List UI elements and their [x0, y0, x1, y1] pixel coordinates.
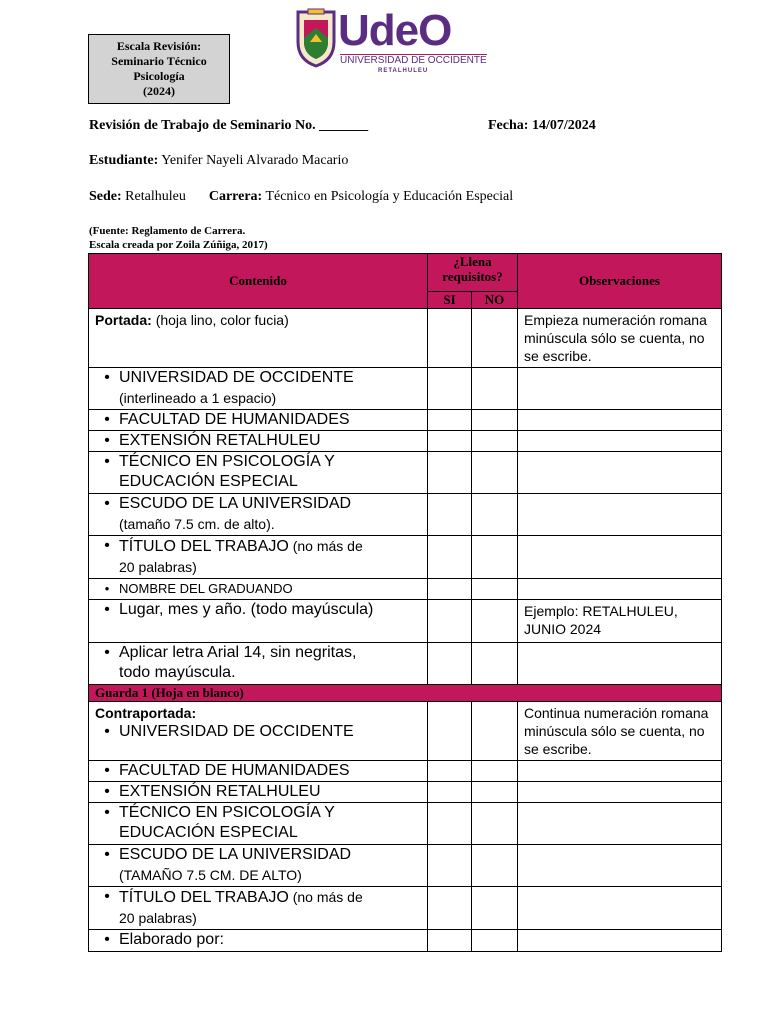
header-observaciones: Observaciones	[518, 254, 722, 309]
bullet: •	[104, 453, 110, 470]
table-row	[89, 761, 722, 782]
item-label: TÉCNICO EN PSICOLOGÍA Y EDUCACIÓN ESPECIAL	[119, 453, 335, 490]
bullet: •	[104, 581, 110, 596]
observation-cell[interactable]	[518, 494, 722, 536]
checkbox-no[interactable]	[472, 309, 518, 368]
checkbox-no[interactable]	[472, 431, 518, 452]
sede-label: Sede:	[89, 189, 122, 204]
bullet: •	[104, 537, 110, 554]
checkbox-si[interactable]	[428, 410, 472, 431]
checkbox-si[interactable]	[428, 600, 472, 643]
checkbox-no[interactable]	[472, 452, 518, 494]
contraportada-label: Contraportada:	[95, 705, 197, 721]
checkbox-no[interactable]	[472, 803, 518, 845]
table-row	[89, 845, 722, 887]
bullet: •	[104, 369, 110, 386]
student-label: Estudiante:	[89, 153, 159, 168]
observation-cell[interactable]	[518, 782, 722, 803]
checkbox-no[interactable]	[472, 494, 518, 536]
bullet: •	[104, 846, 110, 863]
source-line-1: (Fuente: Reglamento de Carrera.	[89, 225, 246, 237]
table-row	[89, 309, 722, 368]
checkbox-si[interactable]	[428, 452, 472, 494]
table-row	[89, 782, 722, 803]
checkbox-no[interactable]	[472, 702, 518, 761]
student-line	[89, 153, 348, 169]
item-label: EXTENSIÓN RETALHULEU	[119, 783, 321, 800]
guarda-label: Guarda 1 (Hoja en blanco)	[89, 685, 722, 702]
checkbox-no[interactable]	[472, 643, 518, 685]
logo-location: RETALHULEU	[378, 68, 429, 74]
item-label: FACULTAD DE HUMANIDADES	[119, 762, 350, 779]
item-label: FACULTAD DE HUMANIDADES	[119, 411, 350, 428]
table-row	[89, 930, 722, 952]
logo-wordmark: UdeO	[338, 6, 452, 55]
observation-cell: Ejemplo: RETALHULEU, JUNIO 2024	[518, 600, 722, 643]
item-label: Aplicar letra Arial 14, sin negritas, todo mayúscula.	[119, 644, 357, 681]
observation-cell: Continua numeración romana minúscula sólo se cuenta, no se escribe.	[518, 702, 722, 761]
observation-cell[interactable]	[518, 410, 722, 431]
observation-cell[interactable]	[518, 431, 722, 452]
bullet: •	[104, 804, 110, 821]
header-si: SI	[428, 292, 472, 309]
item-label: TÍTULO DEL TRABAJO	[119, 538, 289, 555]
header-no: NO	[472, 292, 518, 309]
observation-cell[interactable]	[518, 887, 722, 930]
bullet: •	[104, 495, 110, 512]
checkbox-si[interactable]	[428, 761, 472, 782]
scale-line-3: Psicología	[133, 69, 185, 83]
observation-cell[interactable]	[518, 452, 722, 494]
observation-cell[interactable]	[518, 368, 722, 410]
carrera-label: Carrera:	[208, 189, 263, 204]
checkbox-no[interactable]	[472, 410, 518, 431]
header-contenido: Contenido	[89, 254, 428, 309]
checkbox-si[interactable]	[428, 803, 472, 845]
observation-cell[interactable]	[518, 845, 722, 887]
checkbox-si[interactable]	[428, 782, 472, 803]
checkbox-no[interactable]	[472, 782, 518, 803]
checkbox-si[interactable]	[428, 579, 472, 600]
item-sub: (TAMAÑO 7.5 CM. DE ALTO)	[119, 867, 302, 883]
item-inline: (no más de 20 palabras)	[119, 538, 363, 575]
date-label: Fecha:	[488, 118, 529, 133]
date-line	[488, 118, 596, 134]
item-label: EXTENSIÓN RETALHULEU	[119, 432, 321, 449]
table-row	[89, 431, 722, 452]
scale-line-4: (2024)	[143, 84, 175, 98]
item-label: TÍTULO DEL TRABAJO	[119, 889, 289, 906]
checkbox-si[interactable]	[428, 887, 472, 930]
item-label: NOMBRE DEL GRADUANDO	[119, 581, 293, 596]
checkbox-si[interactable]	[428, 309, 472, 368]
bullet: •	[104, 888, 110, 905]
table-row	[89, 536, 722, 579]
sede-carrera-line	[89, 189, 513, 205]
table-row	[89, 494, 722, 536]
checkbox-si[interactable]	[428, 494, 472, 536]
table-row-guarda	[89, 685, 722, 702]
revision-line: Revisión de Trabajo de Seminario No. _______	[89, 118, 369, 133]
table-row	[89, 410, 722, 431]
portada-note: (hoja lino, color fucia)	[155, 312, 289, 328]
bullet: •	[104, 723, 110, 740]
table-row	[89, 452, 722, 494]
bullet: •	[104, 931, 110, 948]
table-row	[89, 803, 722, 845]
carrera-value: Técnico en Psicología y Educación Especial	[265, 189, 514, 204]
checkbox-no[interactable]	[472, 761, 518, 782]
item-label: Elaborado por:	[119, 931, 224, 948]
student-name: Yenifer Nayeli Alvarado Macario	[161, 153, 349, 168]
checkbox-no[interactable]	[472, 368, 518, 410]
observation-cell[interactable]	[518, 643, 722, 685]
table-row	[89, 579, 722, 600]
logo-subtitle: UNIVERSIDAD DE OCCIDENTE	[340, 55, 487, 66]
header-llena-requisitos: ¿Llena requisitos?	[428, 254, 518, 292]
scale-line-1: Escala Revisión:	[116, 39, 202, 53]
table-row	[89, 643, 722, 685]
checkbox-no[interactable]	[472, 930, 518, 952]
bullet: •	[104, 762, 110, 779]
table-row	[89, 887, 722, 930]
checkbox-si[interactable]	[428, 368, 472, 410]
bullet: •	[104, 432, 110, 449]
item-label: ESCUDO DE LA UNIVERSIDAD	[119, 846, 352, 863]
item-label: UNIVERSIDAD DE OCCIDENTE	[119, 369, 354, 386]
university-shield-icon	[296, 8, 336, 68]
item-sub: (interlineado a 1 espacio)	[119, 390, 277, 406]
source-note	[89, 224, 268, 252]
university-logo	[296, 6, 487, 74]
checkbox-no[interactable]	[472, 579, 518, 600]
checkbox-si[interactable]	[428, 431, 472, 452]
checkbox-si[interactable]	[428, 845, 472, 887]
checkbox-si[interactable]	[428, 930, 472, 952]
observation-cell[interactable]	[518, 536, 722, 579]
checkbox-no[interactable]	[472, 887, 518, 930]
checkbox-si[interactable]	[428, 536, 472, 579]
table-row	[89, 702, 722, 761]
source-line-2: Escala creada por Zoila Zúñiga, 2017)	[89, 239, 268, 251]
item-label: Lugar, mes y año. (todo mayúscula)	[119, 601, 374, 618]
checkbox-no[interactable]	[472, 845, 518, 887]
table-row	[89, 368, 722, 410]
observation-cell[interactable]	[518, 930, 722, 952]
observation-cell[interactable]	[518, 579, 722, 600]
item-label: TÉCNICO EN PSICOLOGÍA Y EDUCACIÓN ESPECIAL	[119, 804, 335, 841]
item-label: ESCUDO DE LA UNIVERSIDAD	[119, 495, 352, 512]
scale-line-2: Seminario Técnico	[111, 54, 207, 68]
bullet: •	[104, 644, 110, 661]
table-row	[89, 600, 722, 643]
item-inline: (no más de 20 palabras)	[119, 889, 363, 926]
checkbox-no[interactable]	[472, 536, 518, 579]
item-label: UNIVERSIDAD DE OCCIDENTE	[119, 723, 354, 740]
date-value: 14/07/2024	[531, 118, 596, 133]
observation-cell[interactable]	[518, 803, 722, 845]
portada-label: Portada:	[95, 312, 152, 328]
portada-cell	[89, 309, 428, 368]
checkbox-si[interactable]	[428, 643, 472, 685]
sede-value: Retalhuleu	[125, 189, 186, 204]
bullet: •	[104, 783, 110, 800]
item-sub: (tamaño 7.5 cm. de alto).	[119, 516, 275, 532]
scale-info-box	[88, 34, 230, 104]
observation-cell[interactable]	[518, 761, 722, 782]
checkbox-no[interactable]	[472, 600, 518, 643]
review-table	[88, 253, 722, 952]
checkbox-si[interactable]	[428, 702, 472, 761]
bullet: •	[104, 411, 110, 428]
observation-cell: Empieza numeración romana minúscula sólo se cuenta, no se escribe.	[518, 309, 722, 368]
bullet: •	[104, 601, 110, 618]
